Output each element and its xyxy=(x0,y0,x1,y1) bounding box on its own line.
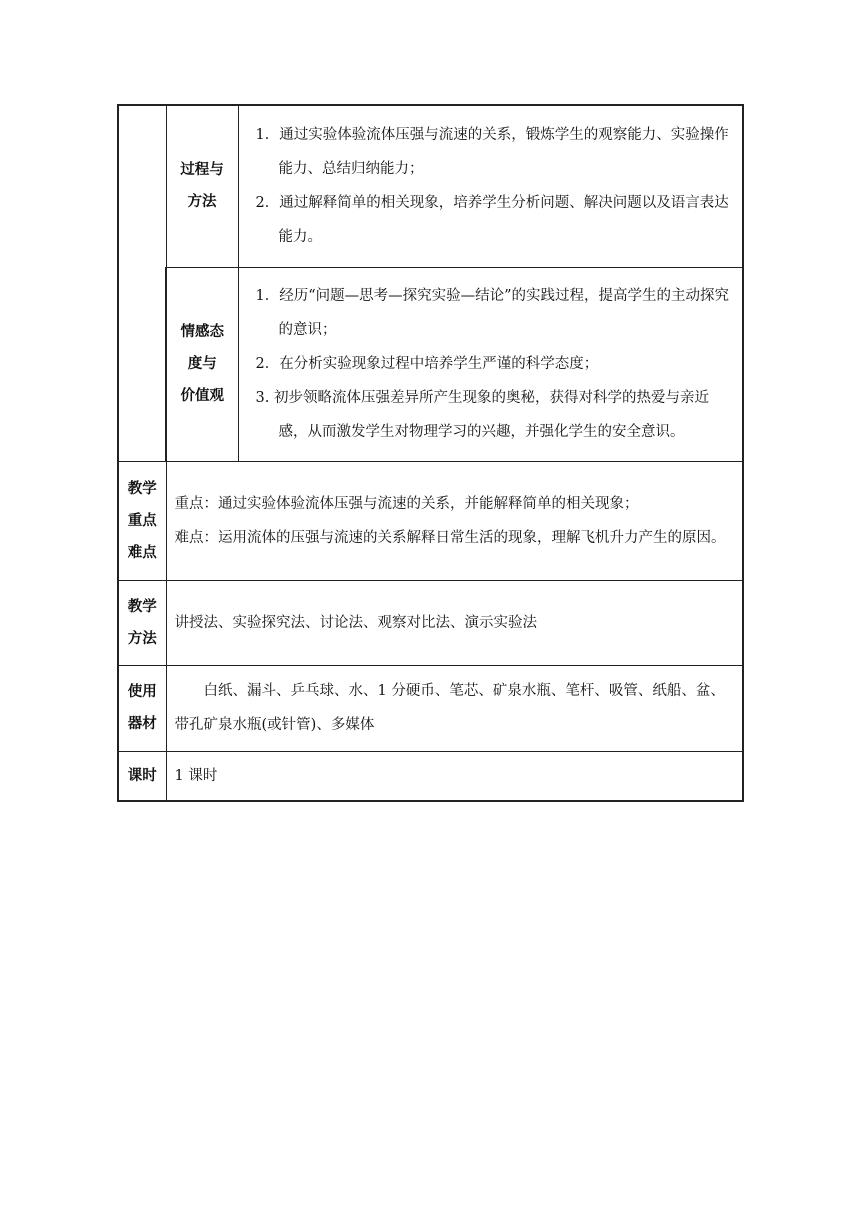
list-item: 1．经历“问题—思考—探究实验—结论”的实践过程，提高学生的主动探究的意识； xyxy=(255,288,730,338)
attitude-values-content xyxy=(238,267,743,461)
key-points-row xyxy=(118,461,743,580)
list-item: 3. 初步领略流体压强差异所产生现象的奥秘，获得对科学的热爱与亲近感，从而激发学生对物理学习的兴趣，并强化学生的安全意识。 xyxy=(255,390,709,440)
process-method-label: 过程与 方法 xyxy=(166,105,238,267)
class-hours-label: 课时 xyxy=(118,751,166,801)
materials-content xyxy=(166,665,743,751)
lesson-plan-table xyxy=(117,104,744,802)
attitude-values-label: 情感态 度与 价值观 xyxy=(166,267,238,461)
class-hours-content xyxy=(166,751,743,801)
process-method-row xyxy=(118,105,743,267)
process-method-content xyxy=(238,105,743,267)
objectives-category-cell xyxy=(118,105,166,461)
methods-label: 教学 方法 xyxy=(118,580,166,665)
list-item: 1．通过实验体验流体压强与流速的关系，锻炼学生的观察能力、实验操作能力、总结归纳能力； xyxy=(255,127,729,178)
methods-text: 讲授法、实验探究法、讨论法、观察对比法、演示实验法 xyxy=(174,614,537,631)
materials-text: 白纸、漏斗、乒乓球、水、1 分硬币、笔芯、矿泉水瓶、笔杆、吸管、纸船、盆、带孔矿泉水瓶(或针管)、多媒体 xyxy=(174,683,725,733)
methods-content xyxy=(166,580,743,665)
class-hours-row xyxy=(118,751,743,801)
list-item: 2．通过解释简单的相关现象，培养学生分析问题、解决问题以及语言表达能力。 xyxy=(255,195,729,246)
attitude-values-row xyxy=(118,267,743,461)
materials-row xyxy=(118,665,743,751)
difficulty-text: 难点：运用流体的压强与流速的关系解释日常生活的现象，理解飞机升力产生的原因。 xyxy=(174,529,726,546)
class-hours-text: 1 课时 xyxy=(174,767,218,784)
focus-text: 重点：通过实验体验流体压强与流速的关系，并能解释简单的相关现象； xyxy=(174,495,639,512)
key-points-label: 教学 重点 难点 xyxy=(118,461,166,580)
methods-row xyxy=(118,580,743,665)
list-item: 2．在分析实验现象过程中培养学生严谨的科学态度； xyxy=(255,356,599,372)
key-points-content xyxy=(166,461,743,580)
materials-label: 使用 器材 xyxy=(118,665,166,751)
